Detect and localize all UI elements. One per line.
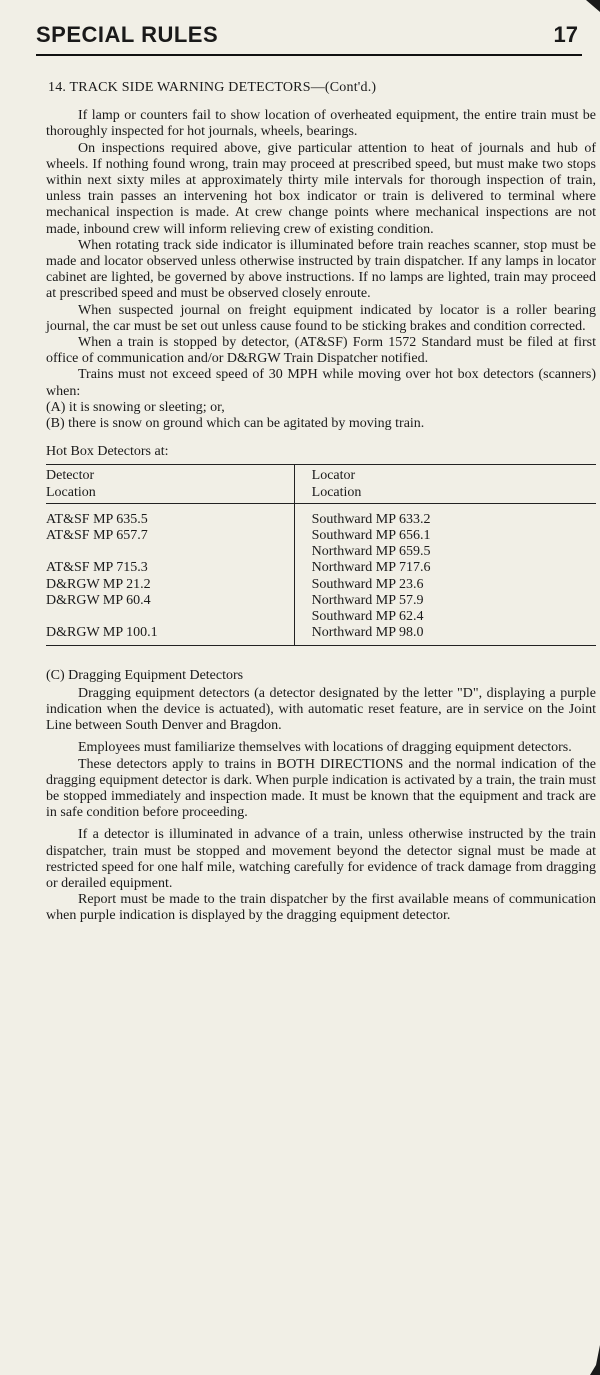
page-header — [36, 20, 582, 56]
page-title: SPECIAL RULES — [36, 22, 219, 47]
locator-cell: Southward MP 23.6 — [294, 577, 596, 593]
table-header-row — [46, 465, 596, 503]
paragraph: When rotating track side indicator is illuminated before train reaches scanner, stop must be made and locator observed unless otherwise instructed by train dispatcher. If any lamps in locator cabinet are lighted, be governed by above instructions. If no lamps are lighted, train may proceed at prescribed speed and must be observed closely enroute. — [46, 237, 596, 302]
paragraph: Trains must not exceed speed of 30 MPH while moving over hot box detectors (scanners) when: — [46, 367, 596, 399]
table-row — [46, 528, 596, 544]
locator-cell: Southward MP 656.1 — [294, 528, 596, 544]
paragraph: When a train is stopped by detector, (AT&SF) Form 1572 Standard must be filed at first office of communication and/or D&RGW Train Dispatcher notified. — [46, 335, 596, 367]
table-row — [46, 625, 596, 645]
paragraph: On inspections required above, give particular attention to heat of journals and hub of wheels. If nothing found wrong, train may proceed at prescribed speed, but must make two stops within next sixty miles at approximately thirty mile intervals for thorough inspection of train, unless train passes an intervening hot box indicator or train is delivered to terminal where mechanical inspection is made. At crew change points where mechanical inspections are not made, inbound crew will inform relieving crew of existing condition. — [46, 140, 596, 237]
paragraph: Employees must familiarize themselves with locations of dragging equipment detectors. — [78, 740, 572, 756]
hot-box-label: Hot Box Detectors at: — [46, 444, 169, 460]
locator-cell: Northward MP 717.6 — [294, 560, 596, 576]
paragraph: When suspected journal on freight equipment indicated by locator is a roller bearing journal, the car must be set out unless cause found to be sticking brakes and condition corrected. — [46, 302, 596, 334]
subsection-heading: (C) Dragging Equipment Detectors — [46, 667, 244, 683]
detector-cell: D&RGW MP 100.1 — [46, 625, 294, 645]
locator-cell: Northward MP 98.0 — [294, 625, 596, 645]
paragraph: Dragging equipment detectors (a detector designated by the letter "D", displaying a purple indication when the device is actuated), with automatic reset feature, are in service on the Joint Line between South Denver and Bragdon. — [46, 685, 596, 734]
table-row — [46, 609, 596, 625]
condition-item: (A) it is snowing or sleeting; or, — [46, 399, 225, 415]
table-row — [46, 560, 596, 576]
detector-cell: D&RGW MP 21.2 — [46, 576, 151, 592]
detector-cell — [46, 544, 294, 560]
paragraph: If a detector is illuminated in advance of a train, unless otherwise instructed by the train dispatcher, train must be stopped and movement beyond the detector signal must be made at restricted speed for one half mile, watching carefully for evidence of track damage from dragging or derailed equipment. — [46, 827, 596, 891]
detector-cell: AT&SF MP 657.7 — [46, 528, 148, 544]
condition-item: (B) there is snow on ground which can be agitated by moving train. — [46, 416, 425, 432]
table-row — [46, 577, 596, 593]
paragraph: These detectors apply to trains in BOTH DIRECTIONS and the normal indication of the dragging equipment detector is dark. When purple indication is activated by a train, the train must be stopped immediately and inspection made. It must be known that the equipment and track are in safe condition before proceeding. — [46, 756, 596, 821]
locator-location-header: Locator Location — [294, 465, 596, 503]
page-number: 17 — [553, 22, 578, 47]
page-edge-mark — [590, 1345, 600, 1375]
table-row — [46, 544, 596, 560]
page-corner-mark — [586, 0, 600, 12]
locator-cell: Northward MP 57.9 — [294, 593, 596, 609]
locator-cell: Southward MP 633.2 — [294, 503, 596, 528]
paragraph: If lamp or counters fail to show location of overheated equipment, the entire train must be thoroughly inspected for hot journals, wheels, bearings. — [46, 108, 596, 140]
table-row — [46, 593, 596, 609]
section-heading: 14. TRACK SIDE WARNING DETECTORS—(Cont'd.) — [48, 80, 377, 95]
detector-cell: AT&SF MP 635.5 — [46, 511, 148, 527]
paragraph: Report must be made to the train dispatcher by the first available means of communication when purple indication is displayed by the dragging equipment detector. — [46, 892, 596, 924]
detector-cell: AT&SF MP 715.3 — [46, 560, 148, 576]
locator-cell: Southward MP 62.4 — [294, 609, 596, 625]
table-row — [46, 503, 596, 528]
detector-table — [46, 464, 596, 645]
detector-cell: D&RGW MP 60.4 — [46, 592, 151, 608]
detector-cell — [46, 609, 294, 625]
page-content — [46, 80, 596, 925]
detector-location-header: Detector Location — [46, 465, 294, 503]
locator-cell: Northward MP 659.5 — [294, 544, 596, 560]
